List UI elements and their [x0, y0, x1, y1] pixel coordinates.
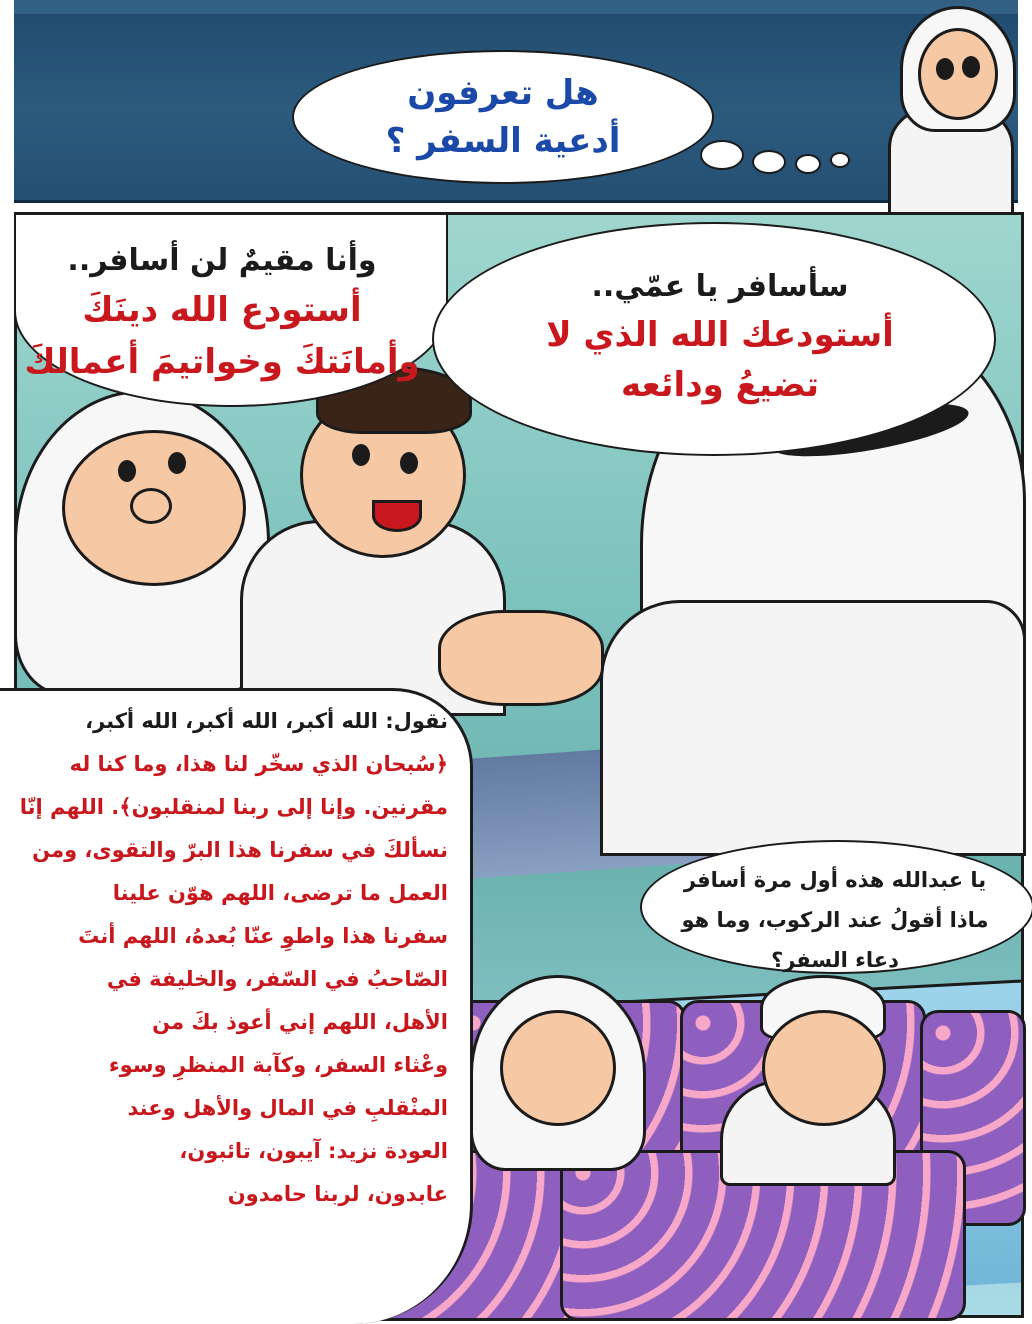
- prayer-line: العودة نزيد: آيبون، تائبون،: [179, 1139, 448, 1163]
- thought-puff: [795, 154, 821, 174]
- narrator-eye: [962, 56, 980, 78]
- man-speech-line-2: أستودعك الله الذي لا: [546, 315, 894, 355]
- prayer-line: الأهل، اللهم إني أعوذ بكَ من: [152, 1010, 448, 1034]
- boy2-mouth: [372, 500, 422, 532]
- prayer-line: نسألكَ في سفرنا هذا البرّ والتقوى، ومن: [32, 838, 448, 862]
- man-robe: [600, 600, 1026, 856]
- narrator-eye: [936, 58, 954, 80]
- boy1-eye: [168, 452, 186, 474]
- travel-prayer-text: [12, 700, 448, 1216]
- boy1-nose: [130, 488, 172, 524]
- prayer-line: الصّاحبُ في السّفر، والخليفة في: [106, 967, 448, 991]
- man-speech-line-1: سأسافر يا عمّي..: [591, 269, 849, 304]
- thought-puff: [700, 140, 744, 170]
- prayer-line: المنْقلبِ في المال والأهل وعند: [127, 1096, 448, 1120]
- boy1-seated-face: [500, 1010, 616, 1126]
- boy2-seated-face: [762, 1010, 886, 1126]
- boy2-eye: [400, 452, 418, 474]
- boy-speech-line-2: أستودع الله دينَكَ: [82, 290, 362, 330]
- prayer-line: سفرنا هذا واطوِ عنّا بُعدهُ، اللهم أنتَ: [78, 924, 448, 948]
- prayer-line: مقرنين. وإنا إلى ربنا لمنقلبون﴾. اللهم إنّا: [19, 795, 448, 819]
- question-line-1: يا عبدالله هذه أول مرة أسافر: [683, 868, 987, 892]
- narrator-face: [918, 28, 998, 120]
- boy2-eye: [352, 444, 370, 466]
- man-speech-line-3: تضيعُ ودائعه: [620, 365, 820, 405]
- handshake: [438, 610, 604, 706]
- prayer-line: ﴿سُبحان الذي سخّر لنا هذا، وما كنا له: [69, 752, 448, 776]
- prayer-line: وعْثاء السفر، وكآبة المنظرِ وسوء: [108, 1053, 448, 1077]
- question-line-2: ماذا أقولُ عند الركوب، وما هو دعاء السفر؟: [681, 908, 989, 972]
- prayer-line: العمل ما ترضى، اللهم هوّن علينا: [112, 881, 448, 905]
- boy-speech-text: [22, 238, 422, 388]
- man-speech-text: [470, 264, 970, 410]
- title-thought-bubble: [292, 50, 714, 184]
- thought-puff: [830, 152, 850, 168]
- boy1-eye: [118, 460, 136, 482]
- boy-speech-line-1: وأنا مقيمٌ لن أسافر..: [67, 243, 377, 278]
- prayer-line: نقول: الله أكبر، الله أكبر، الله أكبر،: [85, 709, 448, 733]
- prayer-line: عابدون، لربنا حامدون: [227, 1182, 448, 1206]
- question-speech-text: [660, 860, 1010, 980]
- boy-speech-line-3: وأمانَتكَ وخواتيمَ أعمالكَ: [24, 342, 420, 382]
- title-line-2: أدعية السفر ؟: [385, 121, 621, 161]
- banner-stripe: [14, 0, 1018, 14]
- title-line-1: هل تعرفون: [407, 73, 599, 113]
- thought-puff: [752, 150, 786, 174]
